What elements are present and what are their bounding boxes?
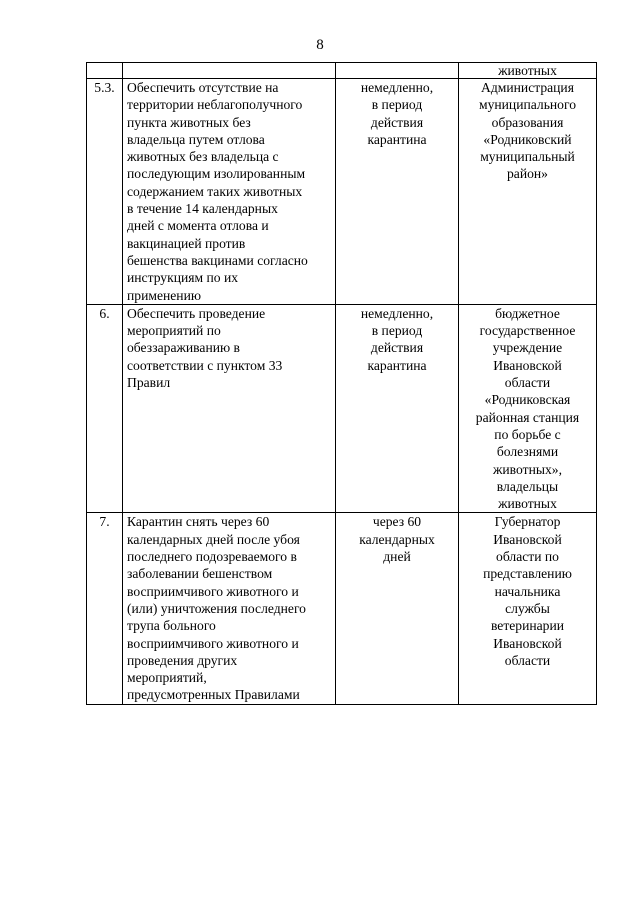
measure-line: инструкциям по их bbox=[127, 270, 239, 286]
responsible-line: Губернатор bbox=[494, 514, 561, 530]
term-line: карантина bbox=[367, 357, 427, 373]
cell-measure bbox=[123, 513, 336, 704]
measure-line: восприимчивого животного и bbox=[127, 635, 299, 651]
cell-measure bbox=[123, 79, 336, 305]
cell-term bbox=[336, 513, 459, 704]
responsible-line: начальника bbox=[494, 583, 561, 599]
measure-line: пункта животных без bbox=[127, 114, 251, 130]
responsible-line: болезнями bbox=[496, 444, 559, 460]
table-row-6 bbox=[87, 304, 597, 513]
term-line: в период bbox=[371, 97, 423, 113]
measure-line: календарных дней после убоя bbox=[127, 531, 300, 547]
measure-line: обеззараживанию в bbox=[127, 340, 240, 356]
cell-term bbox=[336, 63, 459, 79]
term-line: карантина bbox=[367, 131, 427, 147]
measure-line: заболевании бешенством bbox=[127, 566, 273, 582]
responsible-line: «Родниковский bbox=[483, 131, 572, 147]
responsible-line: Ивановской bbox=[493, 357, 562, 373]
term-line: действия bbox=[370, 114, 424, 130]
responsible-line: животных bbox=[498, 496, 557, 512]
measure-line: дней с момента отлова и bbox=[127, 218, 269, 234]
responsible-line: животных», bbox=[493, 461, 562, 477]
responsible-line: учреждение bbox=[492, 340, 563, 356]
responsible-line: бюджетное bbox=[495, 305, 560, 321]
measure-line: предусмотренных Правилами bbox=[127, 687, 300, 703]
measure-line: Обеспечить проведение bbox=[127, 305, 266, 321]
responsible-line: Ивановской bbox=[493, 635, 562, 651]
responsible-line: муниципального bbox=[478, 97, 576, 113]
measure-line: вакцинацией против bbox=[127, 235, 246, 251]
term-line: дней bbox=[383, 549, 411, 565]
cell-term bbox=[336, 79, 459, 305]
measure-line: последнего подозреваемого в bbox=[127, 549, 297, 565]
responsible-line: «Родниковская bbox=[484, 392, 571, 408]
measure-line: содержанием таких животных bbox=[127, 183, 303, 199]
measure-line: животных без владельца с bbox=[127, 149, 279, 165]
measure-line: Карантин снять через 60 bbox=[127, 514, 270, 530]
responsible-line: области bbox=[504, 652, 551, 668]
page-number: 8 bbox=[316, 37, 324, 53]
cell-measure bbox=[123, 63, 336, 79]
cell-responsible bbox=[459, 63, 597, 79]
term-line: через 60 bbox=[372, 514, 422, 530]
measure-line: Обеспечить отсутствие на bbox=[127, 80, 279, 95]
term-line: действия bbox=[370, 340, 424, 356]
cell-measure bbox=[123, 304, 336, 513]
responsible-line: владельцы bbox=[496, 478, 559, 494]
term-line: в период bbox=[371, 323, 423, 339]
term-line: немедленно, bbox=[360, 80, 434, 95]
measure-line: трупа больного bbox=[127, 618, 216, 634]
responsible-line: Администрация bbox=[481, 80, 574, 95]
measure-line: Правил bbox=[127, 375, 171, 391]
measures-table bbox=[86, 62, 597, 705]
cell-responsible bbox=[459, 513, 597, 704]
cell-num bbox=[87, 63, 123, 79]
measure-line: соответствии с пунктом 33 bbox=[127, 357, 283, 373]
responsible-line: представлению bbox=[483, 566, 572, 582]
measure-line: мероприятий по bbox=[127, 323, 221, 339]
responsible-line: по борьбе с bbox=[494, 426, 561, 442]
responsible-line: области по bbox=[496, 549, 559, 565]
table-row-7 bbox=[87, 513, 597, 704]
term-line: календарных bbox=[359, 531, 435, 547]
measure-line: восприимчивого животного и bbox=[127, 583, 299, 599]
cell-num: 5.3. bbox=[87, 79, 123, 305]
measure-line: бешенства вакцинами согласно bbox=[127, 252, 308, 268]
responsible-line: ветеринарии bbox=[490, 618, 565, 634]
cell-responsible bbox=[459, 79, 597, 305]
responsible-line: Ивановской bbox=[493, 531, 562, 547]
responsible-line: службы bbox=[505, 600, 550, 616]
responsible-line: области bbox=[504, 375, 551, 391]
measure-line: территории неблагополучного bbox=[127, 97, 303, 113]
table-row-continuation bbox=[87, 63, 597, 79]
measure-line: мероприятий, bbox=[127, 670, 207, 686]
measure-line: владельца путем отлова bbox=[127, 131, 265, 147]
responsible-line: районная станция bbox=[475, 409, 580, 425]
cell-num: 6. bbox=[87, 304, 123, 513]
measure-line: в течение 14 календарных bbox=[127, 201, 278, 217]
measure-line: проведения других bbox=[127, 652, 238, 668]
responsible-line: образования bbox=[491, 114, 564, 130]
cell-num: 7. bbox=[87, 513, 123, 704]
responsible-line: муниципальный bbox=[480, 149, 575, 165]
cell-term bbox=[336, 304, 459, 513]
measure-line: последующим изолированным bbox=[127, 166, 306, 182]
cell-responsible bbox=[459, 304, 597, 513]
term-line: немедленно, bbox=[360, 305, 434, 321]
responsible-line: район» bbox=[507, 166, 548, 182]
responsible-line: государственное bbox=[479, 323, 576, 339]
measure-line: применению bbox=[127, 287, 201, 303]
responsible-line: животных bbox=[498, 63, 557, 78]
table-row-5-3 bbox=[87, 79, 597, 305]
measure-line: (или) уничтожения последнего bbox=[127, 600, 306, 616]
